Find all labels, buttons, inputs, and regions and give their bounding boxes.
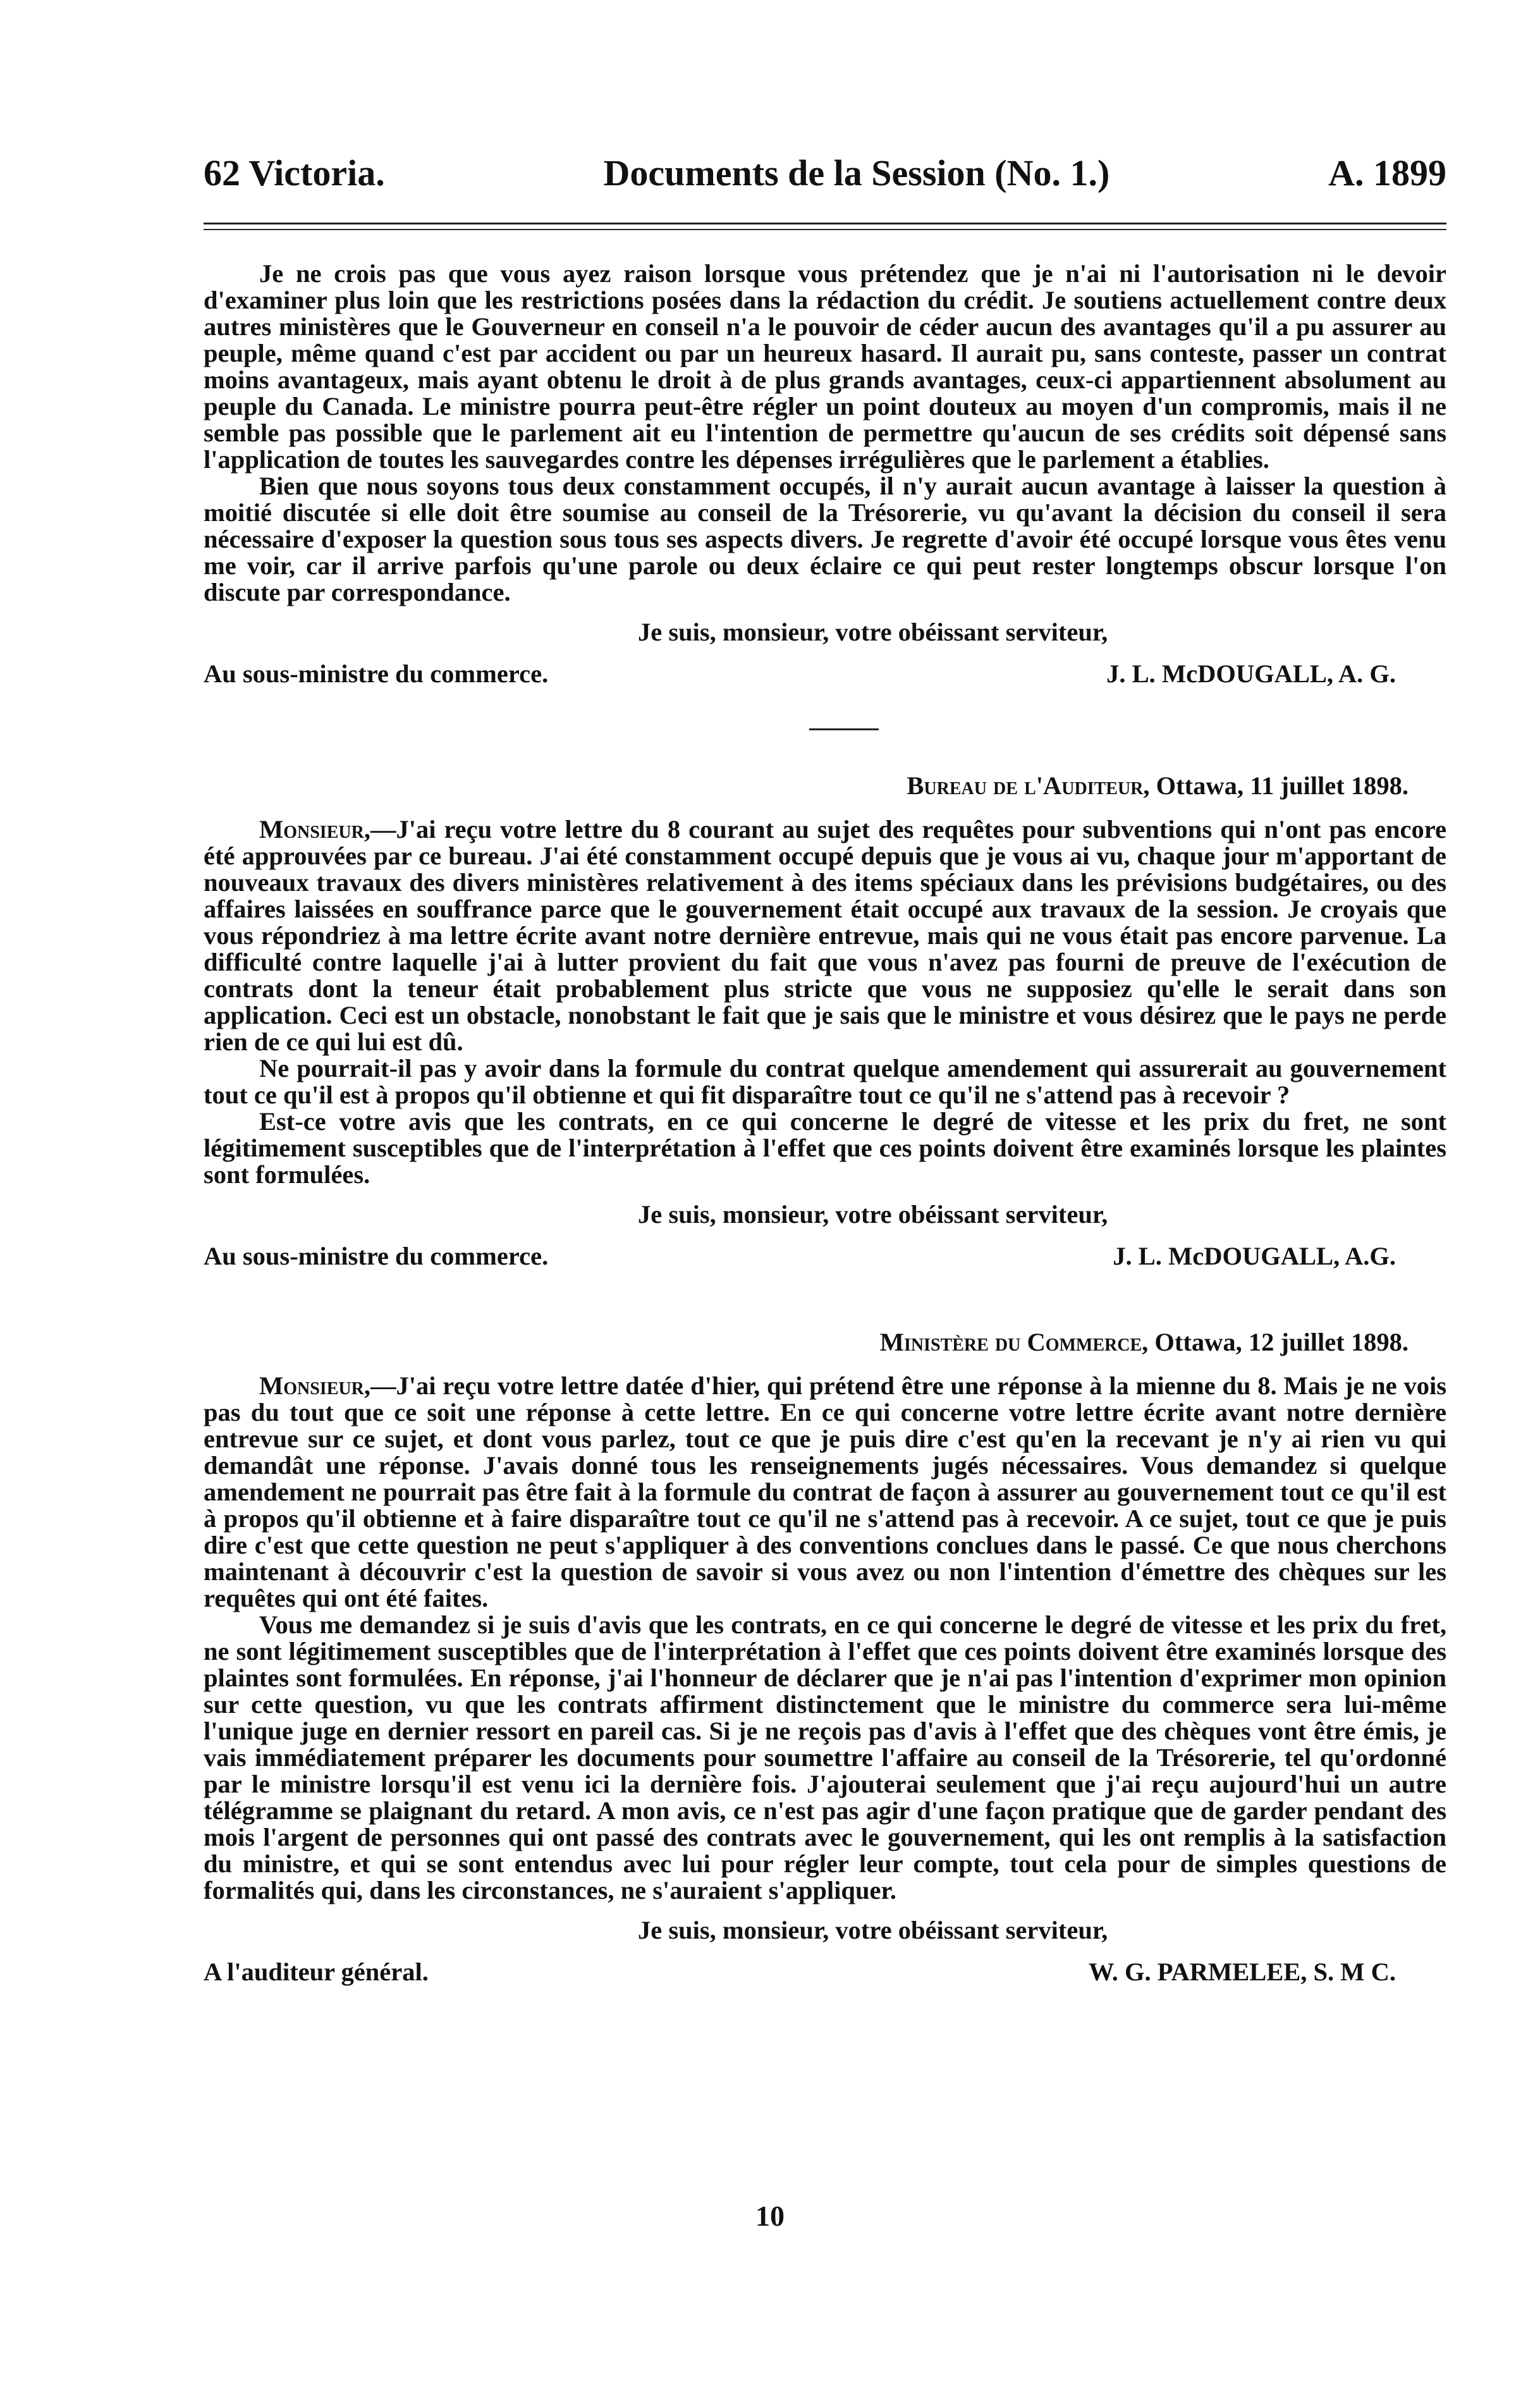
letter-1: [204, 261, 1446, 688]
closing-formula: Je suis, monsieur, votre obéissant serviteur,: [638, 1200, 1108, 1229]
paragraph: Je ne crois pas que vous ayez raison lorsque vous prétendez que je n'ai ni l'autorisation ni le devoir d'examiner plus loin que les restrictions posées dans la rédaction du crédit. Je soutiens actuellement contre deux autres ministères que le Gouverneur en conseil n'a le pouvoir de céder aucun des avantages qu'il a pu assurer au peuple, même quand c'est par accident ou par un heureux hasard. Il aurait pu, sans conteste, passer un contrat moins avantageux, mais ayant obtenu le droit à de plus grands avantages, ceux-ci appartiennent absolument au peuple du Canada. Le ministre pourra peut-être régler un point douteux au moyen d'un compromis, mais il ne semble pas possible que le parlement ait eu l'intention de permettre qu'aucun de ses crédits soit dépensé sans l'application de toutes les sauvegardes contre les dépenses irrégulières que le parlement a établies.: [204, 259, 1446, 474]
dateline-office: Bureau de l'Auditeur: [907, 771, 1144, 800]
paragraph-text: ,—J'ai reçu votre lettre datée d'hier, qui prétend être une réponse à la mienne du 8. Mais je ne vois pas du tout que ce soit une réponse à cette lettre. En ce qui concerne votre lettre écrite avant notre dernière entrevue sur ce sujet, et dont vous parlez, tout ce que je puis dire c'est qu'en la recevant je n'y ai rien vu qui demandât une réponse. J'avais donné tous les renseignements jugés nécessaires. Vous demandez si quelque amendement ne pourrait pas être fait à la formule du contrat de façon à assurer au gouvernement tout ce qu'il est à propos qu'il obtienne et à faire disparaître tout ce qu'il ne s'attend pas à recevoir. A ce sujet, tout ce que je puis dire c'est que cette question ne peut s'appliquer à des conventions conclues dans le passé. Ce que nous cherchons maintenant à découvrir c'est la question de savoir si vous avez ou non l'intention d'émettre des chèques sur les requêtes qui ont été faites.: [204, 1371, 1446, 1612]
paragraph: [204, 1373, 1446, 1612]
recipient: A l'auditeur général.: [204, 1958, 429, 1986]
signature-line: [204, 1242, 1446, 1270]
header-rule-top: [204, 223, 1446, 224]
dateline-place-date: , Ottawa, 12 juillet 1898.: [1142, 1328, 1409, 1356]
closing-formula: Je suis, monsieur, votre obéissant serviteur,: [638, 1916, 1108, 1944]
letter-2: [204, 772, 1446, 1270]
salutation: Monsieur: [259, 1371, 364, 1400]
header-year: A. 1899: [1328, 152, 1446, 193]
header-title: Documents de la Session (No. 1.): [603, 152, 1110, 193]
signature-line: [204, 660, 1446, 688]
spacer: [204, 1270, 1446, 1328]
closing-formula: Je suis, monsieur, votre obéissant serviteur,: [638, 618, 1108, 646]
paragraph: Est-ce votre avis que les contrats, en ce qui concerne le degré de vitesse et les prix du fret, ne sont légitimement susceptibles que de l'interprétation à l'effet que ces points doivent être examinés lorsque les plaintes sont formulées.: [204, 1107, 1446, 1189]
dateline: [204, 1328, 1446, 1356]
signature: J. L. McDOUGALL, A.G.: [1113, 1242, 1396, 1270]
signature: J. L. McDOUGALL, A. G.: [1106, 659, 1396, 688]
document-body: [204, 261, 1446, 1986]
paragraph-text: ,—J'ai reçu votre lettre du 8 courant au sujet des requêtes pour subventions qui n'ont pas encore été approuvées par ce bureau. J'ai été constamment occupé depuis que je vous ai vu, chaque jour m'apportant de nouveaux travaux des divers ministères relativement à des items spéciaux dans les prévisions budgétaires, ou des affaires laissées en souffrance parce que le gouvernement était occupé aux travaux de la session. Je croyais que vous répondriez à ma lettre écrite avant notre dernière entrevue, mais qui ne vous était pas encore parvenue. La difficulté contre laquelle j'ai à lutter provient du fait que vous n'avez pas fourni de preuve de l'exécution de contrats dont la teneur était probablement plus stricte que vous ne supposiez qu'elle le serait dans son application. Ceci est un obstacle, nonobstant le fait que je sais que le ministre et vous désirez que le pays ne perde rien de ce qui lui est dû.: [204, 815, 1446, 1056]
paragraph: Vous me demandez si je suis d'avis que les contrats, en ce qui concerne le degré de vitesse et les prix du fret, ne sont légitimement susceptibles que de l'interprétation à l'effet que ces points doivent être examinés lorsque des plaintes sont formulées. En réponse, j'ai l'honneur de déclarer que je n'ai pas l'intention d'exprimer mon opinion sur cette question, vu que les contrats affirment distinctement que le ministre du commerce sera lui-même l'unique juge en dernier ressort en pareil cas. Si je ne reçois pas d'avis à l'effet que des chèques vont être émis, je vais immédiatement préparer les documents pour soumettre l'affaire au conseil de la Trésorerie, tel qu'ordonné par le ministre lorsqu'il est venu ici la dernière fois. J'ajouterai seulement que j'ai reçu aujourd'hui un autre télégramme se plaignant du retard. A mon avis, ce n'est pas agir d'une façon pratique que de garder pendant des mois l'argent de personnes qui ont passé des contrats avec le gouvernement, qui les ont remplis à la satisfaction du ministre, et qui se sont entendus avec lui pour régler leur compte, tout cela pour de simples questions de formalités qui, dans les circonstances, ne s'auraient s'appliquer.: [204, 1610, 1446, 1904]
salutation: Monsieur: [259, 815, 364, 843]
dateline: [204, 772, 1446, 800]
section-divider: [809, 728, 879, 730]
signature: W. G. PARMELEE, S. M C.: [1088, 1958, 1396, 1986]
paragraph: Bien que nous soyons tous deux constamment occupés, il n'y aurait aucun avantage à laisser la question à moitié discutée si elle doit être soumise au conseil de la Trésorerie, vu qu'avant la décision du conseil il sera nécessaire d'exposer la question sous tous ses aspects divers. Je regrette d'avoir été occupé lorsque vous êtes venu me voir, car il arrive parfois qu'une parole ou deux éclaire ce qui peut rester longtemps obscur lorsque l'on discute par correspondance.: [204, 472, 1446, 606]
paragraph: Ne pourrait-il pas y avoir dans la formule du contrat quelque amendement qui assurerait au gouvernement tout ce qu'il est à propos qu'il obtienne et qui fit disparaître tout ce qu'il ne s'attend pas à recevoir ?: [204, 1054, 1446, 1109]
page-number: 10: [755, 2200, 785, 2232]
dateline-place-date: , Ottawa, 11 juillet 1898.: [1143, 771, 1409, 800]
recipient: Au sous-ministre du commerce.: [204, 1242, 549, 1270]
running-header: [204, 152, 1446, 202]
recipient: Au sous-ministre du commerce.: [204, 659, 549, 688]
header-rule-bottom: [204, 229, 1446, 230]
signature-line: [204, 1958, 1446, 1986]
header-session: 62 Victoria.: [204, 152, 385, 193]
dateline-office: Ministère du Commerce: [879, 1328, 1142, 1356]
paragraph: [204, 816, 1446, 1055]
letter-3: [204, 1328, 1446, 1986]
